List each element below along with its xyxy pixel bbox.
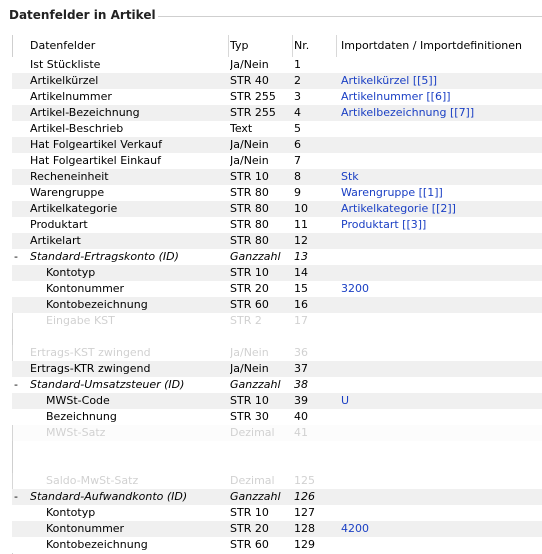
field-type-cell: Ganzzahl xyxy=(230,378,281,391)
field-type-cell: Ja/Nein xyxy=(230,138,269,151)
field-number-cell: 15 xyxy=(294,282,308,295)
field-number-cell: 17 xyxy=(294,314,308,327)
field-type-cell: Ganzzahl xyxy=(230,250,281,263)
table-row[interactable] xyxy=(12,473,542,489)
title-bar xyxy=(0,0,542,28)
field-name-cell: MWSt-Satz xyxy=(46,426,106,439)
field-type-cell: STR 255 xyxy=(230,90,276,103)
field-name-cell: Artikel-Bezeichnung xyxy=(30,106,140,119)
table-row[interactable] xyxy=(12,425,542,441)
table-row[interactable] xyxy=(12,121,542,137)
field-type-cell: Dezimal xyxy=(230,474,275,487)
col-header-datenfelder[interactable]: Datenfelder xyxy=(30,39,96,52)
field-type-cell: STR 80 xyxy=(230,218,269,231)
field-name-cell: Standard-Aufwandkonto (ID) xyxy=(30,490,188,503)
field-number-cell: 16 xyxy=(294,298,308,311)
field-number-cell: 13 xyxy=(294,250,308,263)
field-number-cell: 10 xyxy=(294,202,308,215)
field-name-cell: MWSt-Code xyxy=(46,394,110,407)
field-number-cell: 36 xyxy=(294,346,308,359)
table-row[interactable] xyxy=(12,217,542,233)
table-row[interactable] xyxy=(12,185,542,201)
window-title: Datenfelder in Artikel xyxy=(9,8,156,22)
field-name-cell: Kontotyp xyxy=(46,506,96,519)
table-row[interactable] xyxy=(12,409,542,425)
field-type-cell: Text xyxy=(230,122,253,135)
table-row[interactable] xyxy=(12,537,542,553)
field-type-cell: STR 20 xyxy=(230,282,269,295)
field-type-cell: STR 80 xyxy=(230,202,269,215)
table-row[interactable] xyxy=(12,297,542,313)
group-row[interactable] xyxy=(12,489,542,505)
field-name-cell: Warengruppe xyxy=(30,186,105,199)
field-name-cell: Kontobezeichnung xyxy=(46,298,148,311)
field-number-cell: 2 xyxy=(294,74,301,87)
field-name-cell: Recheneinheit xyxy=(30,170,109,183)
import-definition-cell[interactable]: Stk xyxy=(341,170,359,183)
field-number-cell: 4 xyxy=(294,106,301,119)
field-number-cell: 14 xyxy=(294,266,308,279)
field-number-cell: 37 xyxy=(294,362,308,375)
field-name-cell: Kontobezeichnung xyxy=(46,538,148,551)
field-number-cell: 40 xyxy=(294,410,308,423)
field-name-cell: Saldo-MwSt-Satz xyxy=(46,474,139,487)
field-number-cell: 41 xyxy=(294,426,308,439)
field-type-cell: Ja/Nein xyxy=(230,58,269,71)
field-name-cell: Eingabe KST xyxy=(46,314,115,327)
field-name-cell: Produktart xyxy=(30,218,88,231)
field-number-cell: 9 xyxy=(294,186,301,199)
table-row[interactable] xyxy=(12,521,542,537)
collapse-toggle[interactable]: - xyxy=(14,378,18,391)
import-definition-cell[interactable]: 4200 xyxy=(341,522,369,535)
field-type-cell: STR 255 xyxy=(230,106,276,119)
table-header xyxy=(12,35,542,57)
field-number-cell: 12 xyxy=(294,234,308,247)
import-definition-cell[interactable]: Artikelkategorie [[2]] xyxy=(341,202,456,215)
field-type-cell: STR 10 xyxy=(230,170,269,183)
group-row[interactable] xyxy=(12,249,542,265)
table-row[interactable] xyxy=(12,393,542,409)
field-type-cell: STR 60 xyxy=(230,538,269,551)
field-name-cell: Ist Stückliste xyxy=(30,58,101,71)
import-definition-cell[interactable]: Artikelbezeichnung [[7]] xyxy=(341,106,475,119)
field-type-cell: STR 10 xyxy=(230,394,269,407)
fade-gap xyxy=(12,441,542,457)
title-divider xyxy=(158,16,542,17)
field-number-cell: 8 xyxy=(294,170,301,183)
field-type-cell: STR 10 xyxy=(230,506,269,519)
field-type-cell: STR 30 xyxy=(230,410,269,423)
column-separator[interactable] xyxy=(336,35,337,57)
import-definition-cell[interactable]: U xyxy=(341,394,350,407)
field-name-cell: Ertrags-KST zwingend xyxy=(30,346,151,359)
table-row[interactable] xyxy=(12,345,542,361)
fade-gap xyxy=(12,329,542,345)
column-separator[interactable] xyxy=(292,35,293,57)
field-type-cell: STR 80 xyxy=(230,186,269,199)
import-definition-cell[interactable]: 3200 xyxy=(341,282,369,295)
import-definition-cell[interactable]: Artikelnummer [[6]] xyxy=(341,90,451,103)
field-type-cell: STR 20 xyxy=(230,522,269,535)
table-row[interactable] xyxy=(12,137,542,153)
collapse-toggle[interactable]: - xyxy=(14,250,18,263)
field-number-cell: 11 xyxy=(294,218,308,231)
field-type-cell: Ja/Nein xyxy=(230,362,269,375)
import-definition-cell[interactable]: Produktart [[3]] xyxy=(341,218,427,231)
field-type-cell: STR 40 xyxy=(230,74,269,87)
import-definition-cell[interactable]: Artikelkürzel [[5]] xyxy=(341,74,438,87)
table-row[interactable] xyxy=(12,73,542,89)
field-name-cell: Artikelkategorie xyxy=(30,202,118,215)
field-name-cell: Kontotyp xyxy=(46,266,96,279)
collapse-toggle[interactable]: - xyxy=(14,490,18,503)
col-header-typ[interactable]: Typ xyxy=(230,39,249,52)
table-row[interactable] xyxy=(12,153,542,169)
field-number-cell: 39 xyxy=(294,394,308,407)
table-row[interactable] xyxy=(12,233,542,249)
field-number-cell: 6 xyxy=(294,138,301,151)
field-name-cell: Bezeichnung xyxy=(46,410,117,423)
field-name-cell: Hat Folgeartikel Verkauf xyxy=(30,138,162,151)
field-type-cell: STR 2 xyxy=(230,314,262,327)
field-name-cell: Standard-Umsatzsteuer (ID) xyxy=(30,378,185,391)
field-type-cell: STR 60 xyxy=(230,298,269,311)
table-row[interactable] xyxy=(12,201,542,217)
table-row[interactable] xyxy=(12,281,542,297)
field-number-cell: 5 xyxy=(294,122,301,135)
table-row[interactable] xyxy=(12,313,542,329)
field-name-cell: Ertrags-KTR zwingend xyxy=(30,362,151,375)
field-number-cell: 3 xyxy=(294,90,301,103)
field-type-cell: Ja/Nein xyxy=(230,346,269,359)
table-row[interactable] xyxy=(12,57,542,73)
field-name-cell: Kontonummer xyxy=(46,282,125,295)
field-name-cell: Artikelart xyxy=(30,234,81,247)
field-name-cell: Artikelkürzel xyxy=(30,74,99,87)
data-fields-panel xyxy=(12,35,542,554)
group-row[interactable] xyxy=(12,377,542,393)
field-number-cell: 127 xyxy=(294,506,315,519)
field-number-cell: 38 xyxy=(294,378,308,391)
field-type-cell: STR 10 xyxy=(230,266,269,279)
field-number-cell: 129 xyxy=(294,538,315,551)
field-name-cell: Standard-Ertragskonto (ID) xyxy=(30,250,179,263)
field-type-cell: Ja/Nein xyxy=(230,154,269,167)
col-header-nr[interactable]: Nr. xyxy=(294,39,310,52)
field-name-cell: Artikelnummer xyxy=(30,90,112,103)
field-number-cell: 125 xyxy=(294,474,315,487)
table-row[interactable] xyxy=(12,505,542,521)
col-header-import[interactable]: Importdaten / Importdefinitionen xyxy=(341,39,523,52)
column-separator[interactable] xyxy=(228,35,229,57)
field-type-cell: Ganzzahl xyxy=(230,490,281,503)
table-row[interactable] xyxy=(12,169,542,185)
field-number-cell: 1 xyxy=(294,58,301,71)
data-fields-table xyxy=(12,35,542,553)
table-row[interactable] xyxy=(12,361,542,377)
table-row[interactable] xyxy=(12,89,542,105)
field-type-cell: Dezimal xyxy=(230,426,275,439)
fade-gap xyxy=(12,457,542,473)
field-number-cell: 7 xyxy=(294,154,301,167)
import-definition-cell[interactable]: Warengruppe [[1]] xyxy=(341,186,443,199)
table-row[interactable] xyxy=(12,105,542,121)
field-name-cell: Kontonummer xyxy=(46,522,125,535)
table-row[interactable] xyxy=(12,265,542,281)
field-name-cell: Artikel-Beschrieb xyxy=(30,122,124,135)
field-number-cell: 126 xyxy=(294,490,315,503)
field-type-cell: STR 80 xyxy=(230,234,269,247)
field-name-cell: Hat Folgeartikel Einkauf xyxy=(30,154,161,167)
field-number-cell: 128 xyxy=(294,522,315,535)
